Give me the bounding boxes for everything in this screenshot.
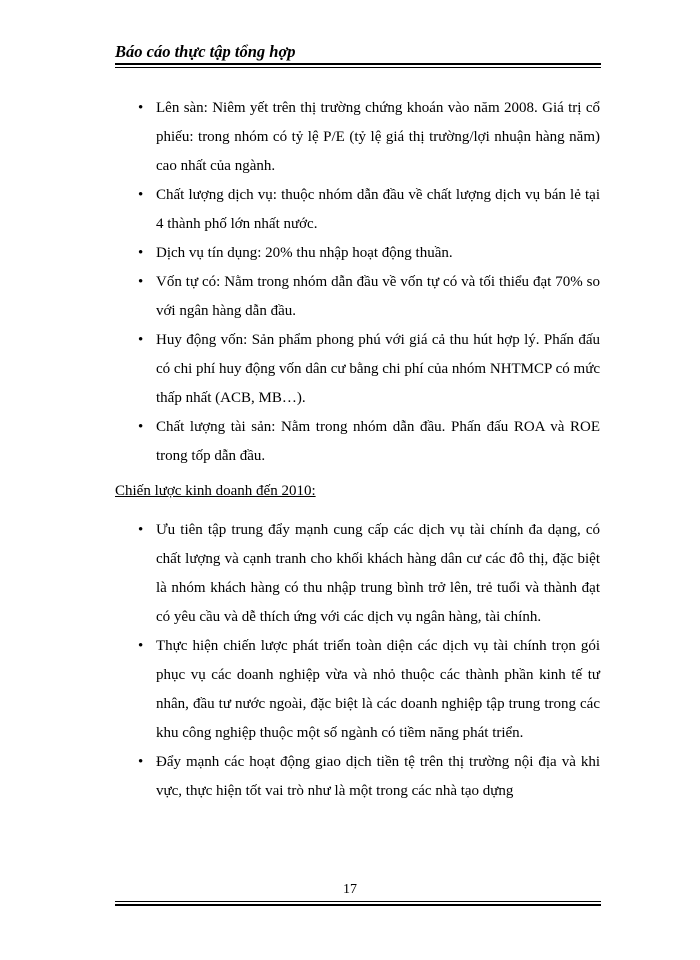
footer-rule-thin [115, 901, 601, 902]
page-number: 17 [343, 882, 357, 897]
list-item: • Dịch vụ tín dụng: 20% thu nhập hoạt động thuần. [115, 239, 600, 268]
list-item: • Ưu tiên tập trung đẩy mạnh cung cấp các dịch vụ tài chính đa dạng, có chất lượng và cạnh tranh cho khối khách hàng dân cư các đô thị, đặc biệt là nhóm khách hàng có thu nhập trung bình trở lên, trẻ tuổi và thành đạt có yêu cầu và dễ thích ứng với các dịch vụ ngân hàng, tài chính. [115, 516, 600, 632]
section-heading: Chiến lược kinh doanh đến 2010: [115, 483, 316, 499]
header-rule [115, 63, 601, 65]
list-item: • Vốn tự có: Nằm trong nhóm dẫn đầu về vốn tự có và tối thiểu đạt 70% so với ngân hàng dẫn đầu. [115, 268, 600, 326]
footer-rule [115, 904, 601, 906]
strategy-list [115, 516, 600, 806]
header-rule-thin [115, 67, 601, 68]
running-header-title: Báo cáo thực tập tổng hợp [115, 42, 296, 61]
list-item: • Chất lượng tài sản: Nằm trong nhóm dẫn đầu. Phấn đấu ROA và ROE trong tốp dẫn đầu. [115, 413, 600, 471]
list-item: • Đẩy mạnh các hoạt động giao dịch tiền tệ trên thị trường nội địa và khi vực, thực hiện tốt vai trò như là một trong các nhà tạo dựng [115, 748, 600, 806]
list-item: • Thực hiện chiến lược phát triển toàn diện các dịch vụ tài chính trọn gói phục vụ các doanh nghiệp vừa và nhỏ thuộc các thành phần kinh tế tư nhân, đầu tư nước ngoài, đặc biệt là các doanh nghiệp tập trung trong các khu công nghiệp thuộc một số ngành có tiềm năng phát triển. [115, 632, 600, 748]
list-item: • Lên sàn: Niêm yết trên thị trường chứng khoán vào năm 2008. Giá trị cổ phiếu: trong nhóm có tỷ lệ P/E (tỷ lệ giá thị trường/lợi nhuận hàng năm) cao nhất của ngành. [115, 94, 600, 181]
list-item: • Chất lượng dịch vụ: thuộc nhóm dẫn đầu về chất lượng dịch vụ bán lẻ tại 4 thành phố lớn nhất nước. [115, 181, 600, 239]
goals-list [115, 94, 600, 471]
strategy-goals-block [115, 94, 600, 471]
list-item: • Huy động vốn: Sản phẩm phong phú với giá cả thu hút hợp lý. Phấn đấu có chi phí huy động vốn dân cư bằng chi phí của nhóm NHTMCP có mức thấp nhất (ACB, MB…). [115, 326, 600, 413]
business-strategy-block [115, 516, 600, 806]
